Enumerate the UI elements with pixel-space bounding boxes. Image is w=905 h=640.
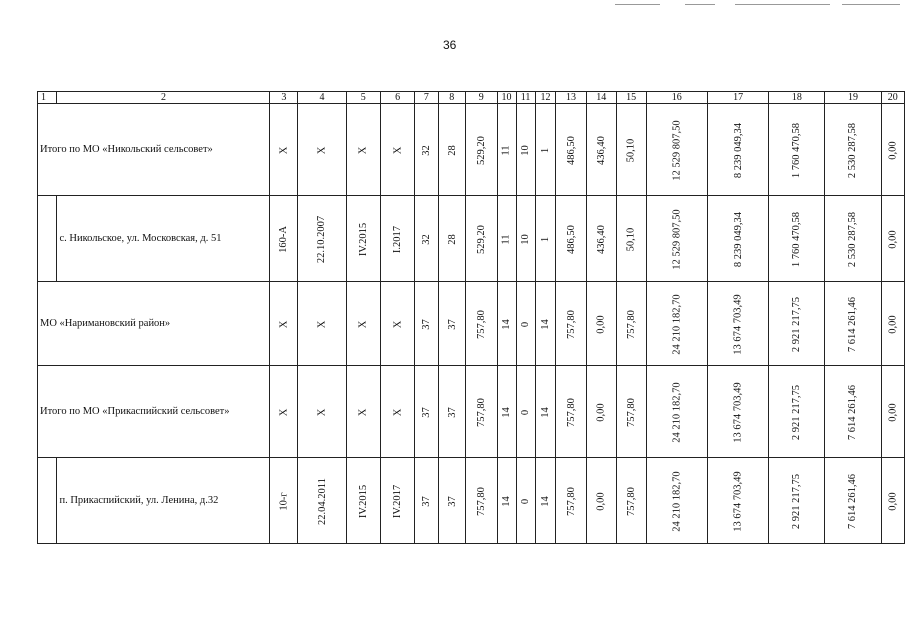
- value-cell: [881, 282, 904, 366]
- value-cell: [270, 458, 298, 544]
- value-cell: [707, 196, 768, 282]
- address-cell: с. Никольское, ул. Московская, д. 51: [57, 196, 270, 282]
- value-text: 11: [501, 144, 513, 156]
- value-cell: [707, 366, 768, 458]
- value-cell: [415, 366, 438, 458]
- value-cell: [535, 458, 556, 544]
- header-cell: 19: [825, 92, 881, 104]
- value-cell: [346, 104, 380, 196]
- value-cell: [646, 366, 707, 458]
- value-text: X: [316, 146, 328, 154]
- group-name-cell: Итого по МО «Никольский сельсовет»: [38, 104, 270, 196]
- header-cell: 11: [516, 92, 535, 104]
- value-cell: [516, 366, 535, 458]
- value-cell: [586, 196, 616, 282]
- value-cell: [298, 196, 346, 282]
- value-text: 0,00: [887, 140, 899, 160]
- value-text: 37: [420, 406, 432, 418]
- value-cell: [438, 104, 465, 196]
- value-text: 22.10.2007: [316, 215, 328, 263]
- table-row: [38, 282, 905, 366]
- value-cell: [825, 458, 881, 544]
- header-cell: 8: [438, 92, 465, 104]
- value-text: I.2017: [392, 225, 404, 253]
- value-cell: [535, 366, 556, 458]
- indent-cell: [38, 458, 57, 544]
- value-cell: [535, 104, 556, 196]
- value-text: X: [357, 146, 369, 154]
- value-text: 37: [420, 495, 432, 507]
- value-cell: [646, 196, 707, 282]
- value-text: 13 674 703,49: [732, 293, 744, 355]
- header-cell: 6: [380, 92, 414, 104]
- scan-artifact-line: [735, 4, 830, 5]
- value-text: 22.04.2011: [316, 477, 328, 525]
- header-cell: 20: [881, 92, 904, 104]
- value-text: X: [392, 408, 404, 416]
- value-text: 14: [539, 318, 551, 330]
- value-cell: [556, 458, 586, 544]
- value-cell: [380, 104, 414, 196]
- value-cell: [646, 282, 707, 366]
- value-cell: [586, 458, 616, 544]
- value-cell: [616, 196, 646, 282]
- value-cell: [346, 366, 380, 458]
- value-text: 0: [520, 409, 532, 415]
- value-text: 486,50: [565, 224, 577, 254]
- value-cell: [438, 282, 465, 366]
- value-text: 32: [420, 144, 432, 156]
- value-text: 0,00: [887, 402, 899, 422]
- value-text: 436,40: [595, 224, 607, 254]
- value-cell: [346, 458, 380, 544]
- value-cell: [881, 196, 904, 282]
- header-cell: 7: [415, 92, 438, 104]
- value-text: 160-А: [278, 225, 290, 253]
- value-cell: [881, 104, 904, 196]
- value-cell: [298, 366, 346, 458]
- value-text: 2 921 217,75: [791, 384, 803, 440]
- header-cell: 15: [616, 92, 646, 104]
- value-cell: [346, 196, 380, 282]
- value-cell: [769, 196, 825, 282]
- header-cell: 9: [466, 92, 498, 104]
- value-cell: [586, 366, 616, 458]
- value-cell: [707, 458, 768, 544]
- value-cell: [415, 196, 438, 282]
- value-cell: [769, 366, 825, 458]
- value-cell: [497, 104, 516, 196]
- value-text: 529,20: [475, 224, 487, 254]
- value-text: 0,00: [595, 314, 607, 334]
- value-text: 0,00: [595, 402, 607, 422]
- value-cell: [466, 104, 498, 196]
- value-text: 1: [539, 236, 551, 242]
- header-row: [38, 92, 905, 104]
- value-cell: [556, 366, 586, 458]
- value-cell: [497, 282, 516, 366]
- value-text: 14: [539, 406, 551, 418]
- value-cell: [466, 458, 498, 544]
- value-cell: [646, 458, 707, 544]
- value-cell: [516, 104, 535, 196]
- value-cell: [535, 196, 556, 282]
- header-cell: 1: [38, 92, 57, 104]
- value-text: 14: [539, 495, 551, 507]
- value-text: 10: [520, 144, 532, 156]
- value-text: 757,80: [625, 397, 637, 427]
- value-cell: [516, 282, 535, 366]
- value-text: 757,80: [625, 486, 637, 516]
- value-text: 37: [446, 318, 458, 330]
- value-text: 757,80: [475, 397, 487, 427]
- value-cell: [707, 282, 768, 366]
- value-text: 37: [420, 318, 432, 330]
- value-text: X: [392, 146, 404, 154]
- header-cell: 16: [646, 92, 707, 104]
- value-text: 37: [446, 406, 458, 418]
- value-text: X: [392, 320, 404, 328]
- value-text: 24 210 182,70: [671, 381, 683, 443]
- value-text: 757,80: [475, 486, 487, 516]
- address-cell: п. Прикаспийский, ул. Ленина, д.32: [57, 458, 270, 544]
- value-text: 0: [520, 498, 532, 504]
- value-cell: [881, 458, 904, 544]
- value-text: 28: [446, 144, 458, 156]
- value-cell: [769, 458, 825, 544]
- value-text: 2 921 217,75: [791, 296, 803, 352]
- value-cell: [466, 196, 498, 282]
- value-cell: [438, 458, 465, 544]
- value-cell: [380, 458, 414, 544]
- value-text: X: [316, 320, 328, 328]
- value-text: 7 614 261,46: [847, 384, 859, 440]
- value-text: 1: [539, 147, 551, 153]
- value-text: 8 239 049,34: [732, 211, 744, 267]
- header-cell: 5: [346, 92, 380, 104]
- value-text: 14: [501, 318, 513, 330]
- value-text: 2 530 287,58: [847, 211, 859, 267]
- header-cell: 10: [497, 92, 516, 104]
- value-cell: [707, 104, 768, 196]
- value-text: X: [278, 146, 290, 154]
- header-cell: 3: [270, 92, 298, 104]
- value-text: 24 210 182,70: [671, 293, 683, 355]
- value-text: 757,80: [565, 486, 577, 516]
- value-text: 8 239 049,34: [732, 122, 744, 178]
- value-text: X: [278, 320, 290, 328]
- value-cell: [298, 282, 346, 366]
- value-cell: [556, 104, 586, 196]
- value-text: 13 674 703,49: [732, 381, 744, 443]
- value-text: 37: [446, 495, 458, 507]
- value-text: 529,20: [475, 135, 487, 165]
- value-text: X: [357, 408, 369, 416]
- value-cell: [586, 104, 616, 196]
- table-row: [38, 458, 905, 544]
- value-cell: [616, 458, 646, 544]
- value-cell: [380, 282, 414, 366]
- value-text: IV.2015: [357, 484, 369, 518]
- table-row: [38, 196, 905, 282]
- value-text: 1 760 470,58: [791, 122, 803, 178]
- value-text: 50,10: [625, 138, 637, 162]
- value-text: 0,00: [887, 229, 899, 249]
- value-text: 11: [501, 233, 513, 245]
- value-cell: [825, 104, 881, 196]
- value-cell: [438, 366, 465, 458]
- header-cell: 14: [586, 92, 616, 104]
- value-text: X: [316, 408, 328, 416]
- header-cell: 13: [556, 92, 586, 104]
- header-cell: 4: [298, 92, 346, 104]
- value-cell: [298, 104, 346, 196]
- value-cell: [346, 282, 380, 366]
- value-text: 757,80: [475, 309, 487, 339]
- scan-artifact-line: [615, 4, 660, 5]
- value-text: IV.2015: [357, 222, 369, 256]
- value-cell: [535, 282, 556, 366]
- value-text: 0: [520, 321, 532, 327]
- value-cell: [881, 366, 904, 458]
- value-cell: [586, 282, 616, 366]
- value-cell: [270, 196, 298, 282]
- value-text: 10: [520, 233, 532, 245]
- value-cell: [616, 282, 646, 366]
- value-text: 2 921 217,75: [791, 473, 803, 529]
- group-name-cell: Итого по МО «Прикаспийский сельсовет»: [38, 366, 270, 458]
- value-text: 24 210 182,70: [671, 470, 683, 532]
- value-text: 10-г: [278, 491, 290, 511]
- value-cell: [380, 196, 414, 282]
- value-cell: [415, 458, 438, 544]
- header-cell: 12: [535, 92, 556, 104]
- value-cell: [466, 366, 498, 458]
- value-cell: [497, 196, 516, 282]
- value-cell: [646, 104, 707, 196]
- value-cell: [825, 366, 881, 458]
- value-text: 757,80: [565, 397, 577, 427]
- value-text: IV.2017: [392, 484, 404, 518]
- value-cell: [415, 282, 438, 366]
- value-text: 12 529 807,50: [671, 208, 683, 270]
- value-cell: [298, 458, 346, 544]
- value-cell: [497, 458, 516, 544]
- value-text: 7 614 261,46: [847, 473, 859, 529]
- value-cell: [270, 366, 298, 458]
- value-cell: [616, 104, 646, 196]
- header-cell: 17: [707, 92, 768, 104]
- value-cell: [380, 366, 414, 458]
- indent-cell: [38, 196, 57, 282]
- value-cell: [270, 282, 298, 366]
- value-cell: [466, 282, 498, 366]
- value-text: 2 530 287,58: [847, 122, 859, 178]
- header-cell: 2: [57, 92, 270, 104]
- value-cell: [556, 282, 586, 366]
- value-cell: [769, 104, 825, 196]
- value-cell: [270, 104, 298, 196]
- value-cell: [769, 282, 825, 366]
- table-row: [38, 366, 905, 458]
- value-cell: [825, 282, 881, 366]
- page-number: 36: [443, 38, 457, 52]
- scan-artifact-line: [685, 4, 715, 5]
- value-text: 436,40: [595, 135, 607, 165]
- value-text: 0,00: [887, 491, 899, 511]
- value-text: 14: [501, 495, 513, 507]
- data-table: [37, 91, 905, 544]
- value-text: 13 674 703,49: [732, 470, 744, 532]
- value-text: 486,50: [565, 135, 577, 165]
- value-cell: [497, 366, 516, 458]
- value-text: 32: [420, 233, 432, 245]
- value-text: 7 614 261,46: [847, 296, 859, 352]
- scan-artifact-line: [842, 4, 900, 5]
- value-cell: [438, 196, 465, 282]
- value-text: 14: [501, 406, 513, 418]
- value-text: 0,00: [887, 314, 899, 334]
- value-text: X: [357, 320, 369, 328]
- value-text: 1 760 470,58: [791, 211, 803, 267]
- group-name-cell: МО «Наримановский район»: [38, 282, 270, 366]
- value-text: 28: [446, 233, 458, 245]
- value-cell: [516, 458, 535, 544]
- value-cell: [415, 104, 438, 196]
- value-cell: [825, 196, 881, 282]
- value-text: 757,80: [625, 309, 637, 339]
- value-text: 12 529 807,50: [671, 119, 683, 181]
- value-text: 50,10: [625, 227, 637, 251]
- table-row: [38, 104, 905, 196]
- value-cell: [556, 196, 586, 282]
- value-text: X: [278, 408, 290, 416]
- value-cell: [616, 366, 646, 458]
- value-text: 757,80: [565, 309, 577, 339]
- header-cell: 18: [769, 92, 825, 104]
- value-cell: [516, 196, 535, 282]
- value-text: 0,00: [595, 491, 607, 511]
